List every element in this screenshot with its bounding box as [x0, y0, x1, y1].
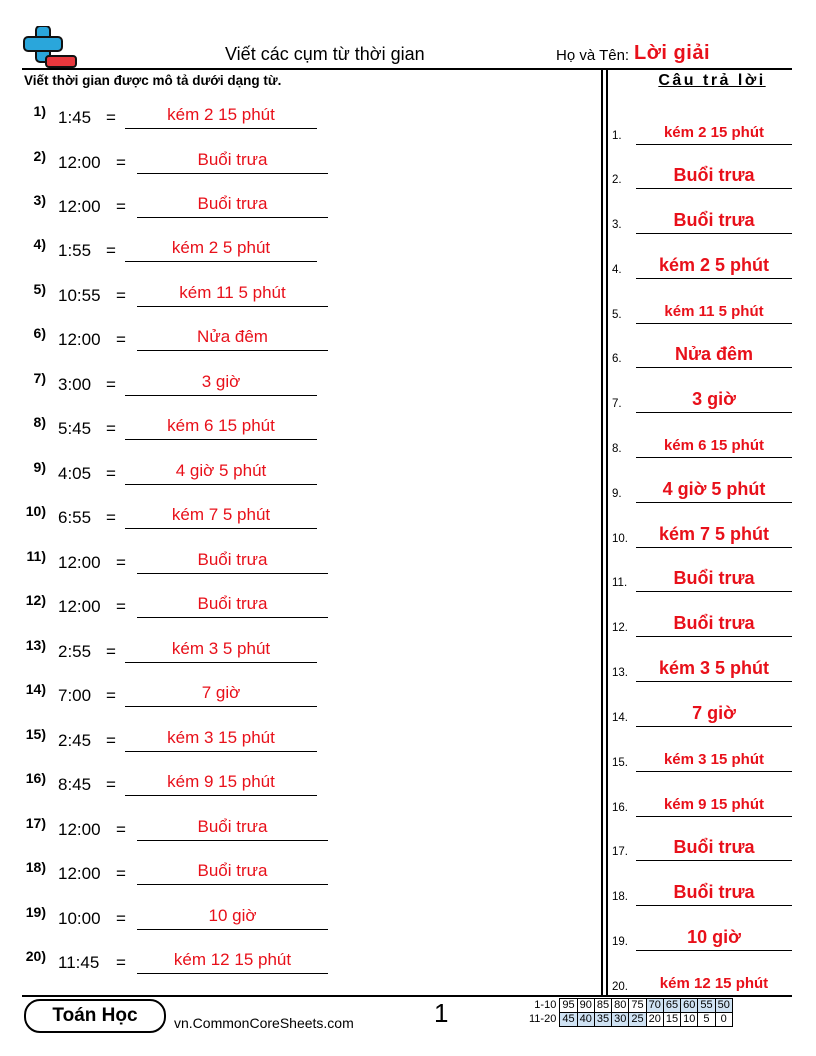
answer-key-row	[612, 205, 802, 235]
answer-key-text: Buổi trưa	[673, 568, 755, 588]
answer-key-line	[636, 771, 792, 772]
question-row	[0, 901, 600, 931]
answer-key-number: 13.	[612, 667, 628, 679]
written-answer[interactable]: 3 giờ	[201, 372, 241, 391]
question-time: 3:00	[58, 375, 92, 394]
answer-key-row	[612, 922, 802, 952]
written-answer[interactable]: kém 3 15 phút	[167, 728, 275, 747]
written-answer[interactable]: Nửa đêm	[197, 327, 268, 346]
answer-key-line	[636, 188, 792, 189]
question-time: 5:45	[58, 419, 92, 438]
answer-key-number: 15.	[612, 757, 628, 769]
score-range-label: 1-10	[534, 999, 557, 1011]
answer-key-row	[612, 653, 802, 683]
answer-key-line	[636, 636, 792, 637]
question-time: 12:00	[58, 330, 101, 349]
written-answer[interactable]: Buổi trưa	[197, 817, 268, 836]
written-answer[interactable]: Buổi trưa	[197, 594, 268, 613]
written-answer[interactable]: Buổi trưa	[197, 194, 268, 213]
question-row	[0, 233, 600, 263]
answer-key-row	[612, 295, 802, 325]
equals-sign: =	[106, 642, 116, 661]
question-time: 4:05	[58, 464, 92, 483]
question-number: 14)	[25, 681, 46, 697]
equals-sign: =	[116, 286, 126, 305]
question-time: 7:00	[58, 686, 92, 705]
answer-line	[137, 173, 328, 174]
name-value: Lời giải	[634, 42, 711, 64]
answer-line	[137, 217, 328, 218]
question-row	[0, 100, 600, 130]
answer-key-number: 1.	[612, 130, 622, 142]
answer-key-text: kém 12 15 phút	[659, 975, 769, 992]
answer-key-row	[612, 743, 802, 773]
question-time: 1:45	[58, 108, 92, 127]
score-range-label: 11-20	[529, 1013, 557, 1025]
answer-line	[137, 573, 328, 574]
answer-line	[137, 884, 328, 885]
question-time: 6:55	[58, 508, 92, 527]
question-number: 4)	[33, 236, 46, 252]
answer-line	[125, 795, 317, 796]
score-cell: 25	[629, 1013, 646, 1027]
score-cell: 85	[594, 999, 611, 1013]
question-number: 17)	[25, 815, 46, 831]
question-row	[0, 367, 600, 397]
question-row	[0, 500, 600, 530]
question-time: 12:00	[58, 553, 101, 572]
answer-key-number: 6.	[612, 353, 622, 365]
equals-sign: =	[106, 731, 116, 750]
answer-key-row	[612, 788, 802, 818]
answer-key-text: 7 giờ	[692, 703, 736, 723]
score-cell: 45	[560, 1013, 577, 1027]
question-time: 10:55	[58, 286, 101, 305]
answer-key-text: Buổi trưa	[673, 210, 755, 230]
equals-sign: =	[106, 419, 116, 438]
math-logo-icon	[22, 26, 78, 70]
answer-key-number: 18.	[612, 891, 628, 903]
site-url: vn.CommonCoreSheets.com	[174, 1015, 354, 1031]
question-row	[0, 634, 600, 664]
answer-key-number: 19.	[612, 936, 628, 948]
answer-key-line	[636, 681, 792, 682]
answer-key-number: 11.	[612, 577, 628, 589]
score-cell: 35	[594, 1013, 611, 1027]
answer-line	[125, 484, 317, 485]
answer-key-line	[636, 860, 792, 861]
answer-line	[125, 128, 317, 129]
written-answer[interactable]: Buổi trưa	[197, 861, 268, 880]
equals-sign: =	[106, 775, 116, 794]
question-number: 10)	[25, 503, 46, 519]
answer-key-number: 14.	[612, 712, 628, 724]
answer-key-line	[636, 591, 792, 592]
answer-line	[137, 350, 328, 351]
score-cell: 65	[663, 999, 680, 1013]
question-number: 18)	[25, 859, 46, 875]
answer-key-line	[636, 816, 792, 817]
written-answer[interactable]: kém 2 5 phút	[171, 238, 271, 257]
answer-key-line	[636, 905, 792, 906]
answer-line	[137, 840, 328, 841]
answer-key-row	[612, 698, 802, 728]
page-number: 1	[434, 998, 449, 1028]
question-time: 12:00	[58, 820, 101, 839]
equals-sign: =	[116, 820, 126, 839]
answer-line	[137, 973, 328, 974]
equals-sign: =	[116, 597, 126, 616]
answer-key-row	[612, 429, 802, 459]
answer-line	[137, 306, 328, 307]
written-answer[interactable]: Buổi trưa	[197, 550, 268, 569]
score-cell: 60	[681, 999, 698, 1013]
brand-badge: Toán Học	[24, 999, 166, 1033]
answer-key-row	[612, 563, 802, 593]
instructions: Viết thời gian được mô tả dưới dạng từ.	[24, 73, 282, 88]
question-row	[0, 456, 600, 486]
answer-key-text: Nửa đêm	[674, 344, 754, 364]
answer-key-line	[636, 278, 792, 279]
question-number: 8)	[33, 414, 46, 430]
written-answer[interactable]: kém 9 15 phút	[167, 772, 275, 791]
equals-sign: =	[106, 686, 116, 705]
answer-key-line	[636, 502, 792, 503]
answer-key-line	[636, 547, 792, 548]
question-time: 2:55	[58, 642, 92, 661]
answer-key-number: 3.	[612, 219, 622, 231]
question-number: 2)	[33, 148, 46, 164]
score-cell: 5	[698, 1013, 715, 1027]
answer-key-number: 17.	[612, 846, 628, 858]
question-number: 20)	[25, 948, 46, 964]
question-number: 15)	[25, 726, 46, 742]
score-cell: 40	[577, 1013, 594, 1027]
question-number: 3)	[33, 192, 46, 208]
question-number: 11)	[26, 548, 46, 564]
written-answer[interactable]: 10 giờ	[208, 906, 257, 925]
score-cell: 75	[629, 999, 646, 1013]
equals-sign: =	[106, 375, 116, 394]
answer-line	[137, 929, 328, 930]
answer-line	[125, 528, 317, 529]
answer-key-text: 4 giờ 5 phút	[662, 479, 766, 499]
answer-key-number: 20.	[612, 981, 628, 993]
question-time: 12:00	[58, 597, 101, 616]
question-time: 10:00	[58, 909, 101, 928]
equals-sign: =	[116, 153, 126, 172]
question-time: 12:00	[58, 197, 101, 216]
question-row	[0, 767, 600, 797]
score-cell: 55	[698, 999, 715, 1013]
score-cell: 50	[715, 999, 732, 1013]
answer-key-text: kém 3 15 phút	[663, 751, 765, 768]
answer-key-number: 9.	[612, 488, 622, 500]
question-time: 1:55	[58, 241, 92, 260]
answer-line	[125, 395, 317, 396]
worksheet-title: Viết các cụm từ thời gian	[225, 44, 425, 64]
equals-sign: =	[116, 197, 126, 216]
answer-line	[125, 706, 317, 707]
question-time: 11:45	[58, 953, 100, 972]
written-answer[interactable]: kém 12 15 phút	[173, 950, 292, 969]
question-number: 12)	[25, 592, 46, 608]
equals-sign: =	[116, 553, 126, 572]
question-row	[0, 189, 600, 219]
answer-line	[137, 617, 328, 618]
equals-sign: =	[106, 464, 116, 483]
answer-key-row	[612, 116, 802, 146]
answer-line	[125, 261, 317, 262]
question-row	[0, 545, 600, 575]
answer-key-line	[636, 457, 792, 458]
answer-key-number: 10.	[612, 533, 628, 545]
answer-key-text: kém 9 15 phút	[663, 796, 765, 813]
answer-key-line	[636, 726, 792, 727]
answer-key-text: kém 2 15 phút	[663, 124, 765, 141]
score-cell: 80	[612, 999, 629, 1013]
answer-key-line	[636, 412, 792, 413]
written-answer[interactable]: kém 6 15 phút	[167, 416, 275, 435]
answer-key-line	[636, 950, 792, 951]
question-row	[0, 278, 600, 308]
question-number: 19)	[25, 904, 46, 920]
question-number: 1)	[33, 103, 46, 119]
answer-key-text: kém 11 5 phút	[664, 303, 764, 320]
name-label: Họ và Tên:	[556, 47, 630, 64]
answer-line	[125, 439, 317, 440]
answer-key-text: Buổi trưa	[673, 882, 755, 902]
question-row	[0, 945, 600, 975]
equals-sign: =	[116, 953, 126, 972]
answer-key-text: kém 6 15 phút	[663, 437, 765, 454]
question-time: 12:00	[58, 153, 101, 172]
answer-key-row	[612, 250, 802, 280]
answer-key-row	[612, 832, 802, 862]
question-row	[0, 723, 600, 753]
question-number: 5)	[33, 281, 46, 297]
written-answer[interactable]: kém 11 5 phút	[179, 283, 286, 302]
question-number: 7)	[33, 370, 46, 386]
answer-key-number: 8.	[612, 443, 622, 455]
written-answer[interactable]: kém 2 15 phút	[167, 105, 275, 124]
question-row	[0, 678, 600, 708]
answer-key-row	[612, 519, 802, 549]
equals-sign: =	[106, 108, 116, 127]
answer-key-row	[612, 967, 802, 997]
answer-key-number: 2.	[612, 174, 622, 186]
answer-key-number: 5.	[612, 309, 622, 321]
answer-key-number: 12.	[612, 622, 628, 634]
equals-sign: =	[116, 909, 126, 928]
answer-key-text: Buổi trưa	[673, 837, 755, 857]
score-cell: 10	[681, 1013, 698, 1027]
question-number: 6)	[33, 325, 46, 341]
answer-key-text: kém 2 5 phút	[658, 255, 770, 275]
column-divider-inner	[606, 68, 608, 996]
score-cell: 90	[577, 999, 594, 1013]
question-number: 13)	[25, 637, 46, 653]
equals-sign: =	[116, 864, 126, 883]
answer-key-text: 10 giờ	[687, 927, 741, 947]
footer-rule	[22, 995, 792, 997]
equals-sign: =	[106, 508, 116, 527]
question-row	[0, 812, 600, 842]
answer-key-line	[636, 144, 792, 145]
answer-key-row	[612, 384, 802, 414]
answer-key-text: Buổi trưa	[673, 613, 755, 633]
answer-key-row	[612, 608, 802, 638]
equals-sign: =	[116, 330, 126, 349]
written-answer[interactable]: Buổi trưa	[197, 150, 268, 169]
equals-sign: =	[106, 241, 116, 260]
question-row	[0, 589, 600, 619]
answer-key-text: 3 giờ	[692, 389, 736, 409]
written-answer[interactable]: kém 7 5 phút	[171, 505, 271, 524]
question-row	[0, 411, 600, 441]
written-answer[interactable]: 7 giờ	[201, 683, 241, 702]
answer-key-number: 16.	[612, 802, 628, 814]
score-table	[527, 998, 733, 1027]
question-row	[0, 322, 600, 352]
answer-key-number: 7.	[612, 398, 622, 410]
score-row	[527, 1013, 732, 1027]
answer-key-row	[612, 877, 802, 907]
question-time: 12:00	[58, 864, 101, 883]
score-cell: 95	[560, 999, 577, 1013]
answer-key-row	[612, 474, 802, 504]
score-cell: 20	[646, 1013, 663, 1027]
question-time: 2:45	[58, 731, 92, 750]
answer-key-row	[612, 160, 802, 190]
question-row	[0, 856, 600, 886]
answer-key-number: 4.	[612, 264, 622, 276]
column-divider	[601, 68, 603, 996]
answer-line	[125, 662, 317, 663]
answer-key-line	[636, 233, 792, 234]
answer-key-row	[612, 339, 802, 369]
question-row	[0, 145, 600, 175]
answer-line	[125, 751, 317, 752]
answer-key-text: Buổi trưa	[673, 165, 755, 185]
answer-key-text: kém 3 5 phút	[658, 658, 770, 678]
score-cell: 30	[612, 1013, 629, 1027]
answer-key-text: kém 7 5 phút	[658, 524, 770, 544]
question-number: 9)	[33, 459, 46, 475]
written-answer[interactable]: 4 giờ 5 phút	[175, 461, 267, 480]
answer-key-header: Câu trả lời	[658, 72, 766, 89]
question-time: 8:45	[58, 775, 92, 794]
answer-key-line	[636, 323, 792, 324]
answer-key-line	[636, 367, 792, 368]
score-cell: 0	[715, 1013, 732, 1027]
score-cell: 15	[663, 1013, 680, 1027]
header-rule	[22, 68, 792, 70]
written-answer[interactable]: kém 3 5 phút	[171, 639, 271, 658]
question-number: 16)	[25, 770, 46, 786]
score-cell: 70	[646, 999, 663, 1013]
score-row	[527, 999, 732, 1013]
